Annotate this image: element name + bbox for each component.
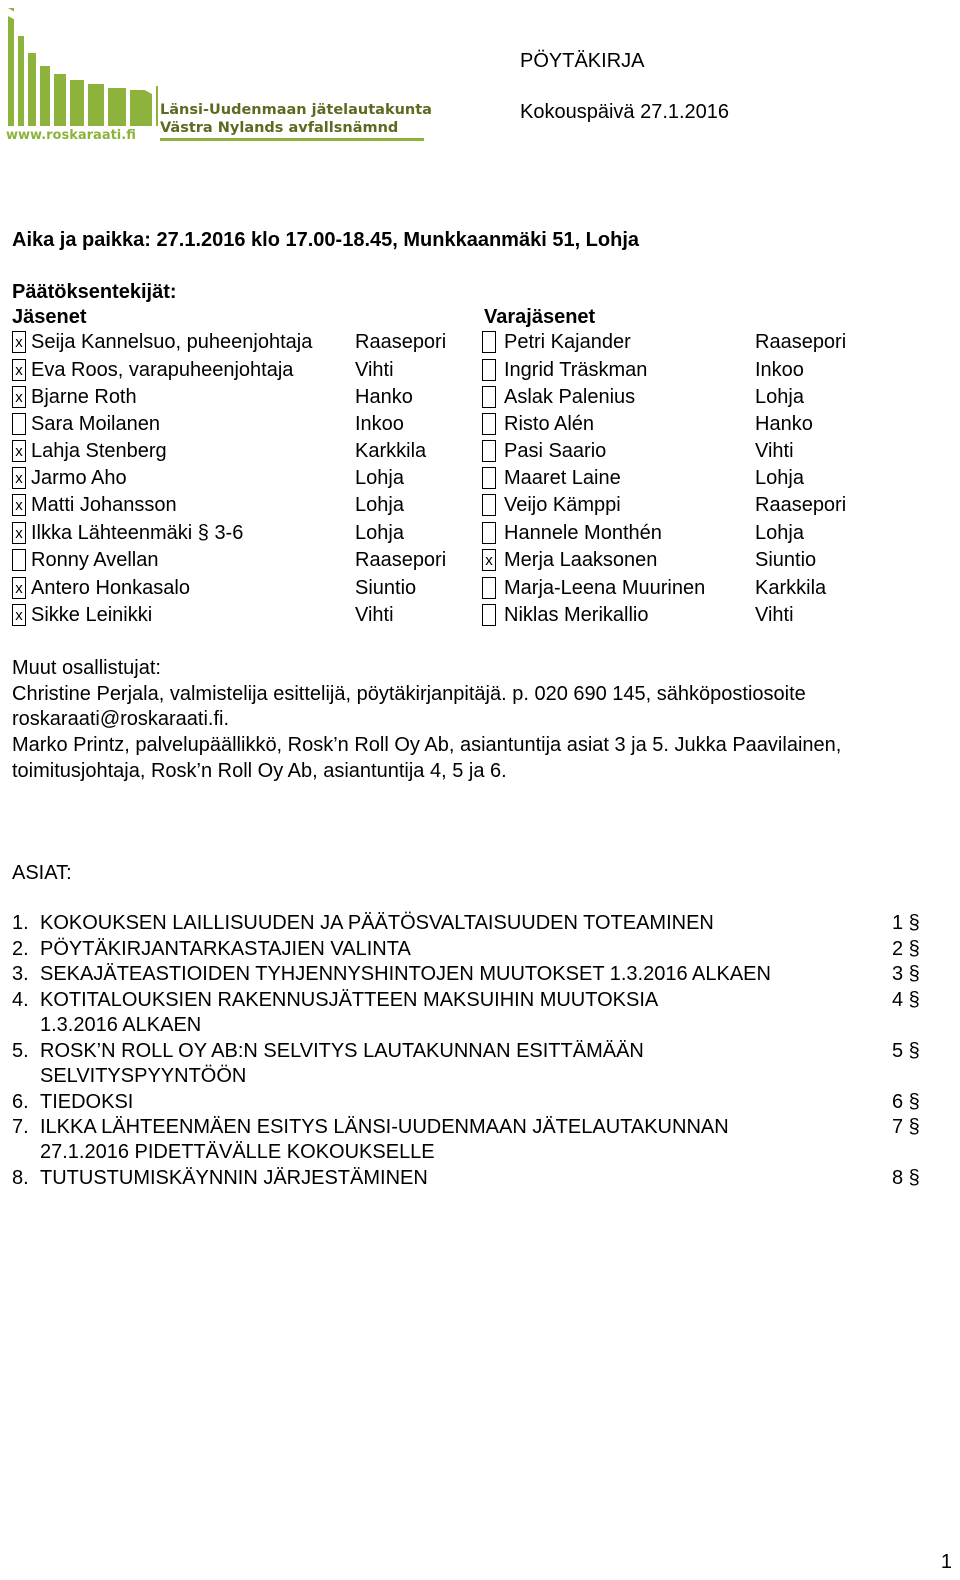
agenda-item — [12, 1039, 920, 1087]
agenda-item-title — [40, 1166, 860, 1191]
agenda-item — [12, 988, 920, 1036]
deputy-town: Hanko — [755, 413, 813, 435]
deputy-attendance-checkbox — [482, 522, 496, 544]
deputy-attendance-checkbox — [482, 604, 496, 626]
agenda-item — [12, 937, 920, 963]
agenda-item-section: 2 § — [892, 937, 920, 960]
member-attendance-checkbox: x — [12, 440, 26, 462]
agenda-item-section: 1 § — [892, 912, 920, 934]
agenda-item-title-line: 27.1.2016 PIDETTÄVÄLLE KOKOUKSELLE — [40, 1141, 435, 1163]
member-town: Raasepori — [355, 331, 447, 353]
agenda-item-title-line: ILKKA LÄHTEENMÄEN ESITYS LÄNSI-UUDENMAAN JÄTELAUTAKUNNAN — [40, 1116, 729, 1138]
agenda-item — [12, 962, 920, 988]
deputy-attendance-checkbox — [482, 359, 496, 381]
deputy-town: Karkkila — [755, 577, 827, 599]
member-attendance-checkbox: x — [12, 494, 26, 516]
agenda-item-section: 8 § — [892, 1167, 920, 1189]
deputy-attendance-checkbox — [482, 331, 496, 353]
deputy-name: Pasi Saario — [504, 440, 607, 462]
deputy-attendance-checkbox: x — [482, 549, 496, 571]
agenda-item-number: 3. — [12, 963, 29, 985]
member-town: Hanko — [355, 386, 413, 408]
deputy-town: Vihti — [755, 604, 794, 626]
logo-org-name-fi: Länsi-Uudenmaan jätelautakunta — [160, 102, 432, 118]
agenda-item-section: 7 § — [892, 1116, 920, 1138]
agenda-item-section: 6 § — [892, 1090, 920, 1113]
agenda-item — [12, 1166, 920, 1192]
agenda-item-number: 4. — [12, 988, 29, 1011]
member-name: Seija Kannelsuo, puheenjohtaja — [31, 331, 313, 353]
member-town: Lohja — [355, 494, 404, 516]
agenda-item — [12, 911, 920, 937]
page-number: 1 — [940, 1551, 952, 1573]
others-line: toimitusjohtaja, Rosk’n Roll Oy Ab, asiantuntija 4, 5 ja 6. — [12, 760, 507, 782]
agenda-heading: ASIAT: — [12, 862, 72, 884]
logo-url: www.roskaraati.fi — [6, 128, 136, 143]
member-name: Matti Johansson — [31, 494, 177, 516]
agenda-item-title — [40, 962, 860, 987]
member-town: Karkkila — [355, 440, 427, 462]
agenda-item-number: 8. — [12, 1167, 29, 1189]
org-logo — [6, 8, 432, 143]
logo-org-name-sv: Västra Nylands avfallsnämnd — [160, 120, 399, 136]
deputy-name: Niklas Merikallio — [504, 604, 649, 626]
agenda-item-title — [40, 1090, 860, 1115]
deputy-name: Risto Alén — [504, 413, 595, 435]
agenda-item-title-line: ROSK’N ROLL OY AB:N SELVITYS LAUTAKUNNAN ESITTÄMÄÄN — [40, 1039, 644, 1062]
deputy-town: Raasepori — [755, 494, 847, 516]
deputy-town: Vihti — [755, 440, 794, 462]
member-name: Sara Moilanen — [31, 413, 160, 435]
agenda-item-number: 2. — [12, 937, 29, 960]
agenda-item-title-line: KOKOUKSEN LAILLISUUDEN JA PÄÄTÖSVALTAISUUDEN TOTEAMINEN — [40, 912, 714, 934]
deputy-town: Lohja — [755, 467, 804, 489]
deputies-heading: Varajäsenet — [484, 306, 596, 328]
member-name: Sikke Leinikki — [31, 604, 153, 626]
deputy-name: Aslak Palenius — [504, 386, 636, 408]
agenda-item-title-line: SELVITYSPYYNTÖÖN — [40, 1064, 247, 1087]
deputy-name: Veijo Kämppi — [504, 494, 621, 516]
deputy-attendance-checkbox — [482, 413, 496, 435]
member-name: Antero Honkasalo — [31, 577, 190, 599]
agenda-item-title — [40, 1115, 860, 1165]
member-attendance-checkbox — [12, 549, 26, 571]
member-town: Vihti — [355, 359, 394, 381]
member-town: Siuntio — [355, 577, 417, 599]
agenda-item-title — [40, 988, 860, 1038]
meeting-date: Kokouspäivä 27.1.2016 — [520, 101, 730, 123]
deputy-attendance-checkbox — [482, 494, 496, 516]
agenda-item-title — [40, 1039, 860, 1089]
deputy-town: Lohja — [755, 386, 804, 408]
agenda-item-section: 5 § — [892, 1039, 920, 1062]
member-attendance-checkbox: x — [12, 331, 26, 353]
deputy-name: Maaret Laine — [504, 467, 621, 489]
member-attendance-checkbox: x — [12, 577, 26, 599]
member-attendance-checkbox: x — [12, 386, 26, 408]
member-name: Jarmo Aho — [31, 467, 127, 489]
agenda-item-title-line: SEKAJÄTEASTIOIDEN TYHJENNYSHINTOJEN MUUTOKSET 1.3.2016 ALKAEN — [40, 963, 771, 985]
members-heading: Jäsenet — [12, 306, 87, 328]
agenda-item-number: 5. — [12, 1039, 29, 1062]
decision-makers-label: Päätöksentekijät: — [12, 281, 177, 303]
member-name: Eva Roos, varapuheenjohtaja — [31, 359, 294, 381]
agenda-item-title-line: PÖYTÄKIRJANTARKASTAJIEN VALINTA — [40, 937, 411, 960]
member-attendance-checkbox: x — [12, 604, 26, 626]
member-name: Ronny Avellan — [31, 549, 159, 571]
deputy-town: Raasepori — [755, 331, 847, 353]
member-town: Vihti — [355, 604, 394, 626]
deputy-name: Marja-Leena Muurinen — [504, 577, 706, 599]
deputy-name: Hannele Monthén — [504, 522, 662, 544]
agenda-item-title-line: TIEDOKSI — [40, 1090, 134, 1113]
member-attendance-checkbox: x — [12, 359, 26, 381]
agenda-item-title-line: 1.3.2016 ALKAEN — [40, 1013, 202, 1036]
agenda-item-title — [40, 937, 860, 962]
others-line: roskaraati@roskaraati.fi. — [12, 708, 230, 730]
deputy-attendance-checkbox — [482, 577, 496, 599]
member-town: Inkoo — [355, 413, 404, 435]
member-town: Raasepori — [355, 549, 447, 571]
deputy-town: Lohja — [755, 522, 804, 544]
member-name: Ilkka Lähteenmäki § 3-6 — [31, 522, 244, 544]
time-and-place: Aika ja paikka: 27.1.2016 klo 17.00-18.45, Munkkaanmäki 51, Lohja — [12, 229, 640, 251]
deputy-attendance-checkbox — [482, 386, 496, 408]
agenda-item-number: 1. — [12, 912, 29, 934]
member-attendance-checkbox — [12, 413, 26, 435]
others-line: Christine Perjala, valmistelija esittelijä, pöytäkirjanpitäjä. p. 020 690 145, sähköpostiosoite — [12, 683, 806, 705]
deputy-name: Merja Laaksonen — [504, 549, 658, 571]
agenda-item-section: 4 § — [892, 988, 920, 1011]
deputy-town: Siuntio — [755, 549, 817, 571]
agenda-item-title-line: TUTUSTUMISKÄYNNIN JÄRJESTÄMINEN — [40, 1167, 428, 1189]
member-town: Lohja — [355, 522, 404, 544]
member-name: Bjarne Roth — [31, 386, 137, 408]
member-town: Lohja — [355, 467, 404, 489]
agenda-item — [12, 1115, 920, 1163]
document-type: PÖYTÄKIRJA — [520, 50, 645, 72]
deputy-attendance-checkbox — [482, 467, 496, 489]
deputy-attendance-checkbox — [482, 440, 496, 462]
agenda-item-title — [40, 911, 860, 936]
agenda-item-number: 6. — [12, 1090, 29, 1113]
deputy-name: Petri Kajander — [504, 331, 631, 353]
agenda-item-number: 7. — [12, 1116, 29, 1138]
agenda-item-section: 3 § — [892, 963, 920, 985]
member-name: Lahja Stenberg — [31, 440, 167, 462]
agenda-item-title-line: KOTITALOUKSIEN RAKENNUSJÄTTEEN MAKSUIHIN MUUTOKSIA — [40, 988, 659, 1011]
deputy-name: Ingrid Träskman — [504, 359, 648, 381]
others-line: Marko Printz, palvelupäällikkö, Rosk’n Roll Oy Ab, asiantuntija asiat 3 ja 5. Jukka Paavilainen, — [12, 734, 842, 756]
deputy-town: Inkoo — [755, 359, 804, 381]
member-attendance-checkbox: x — [12, 522, 26, 544]
agenda-item — [12, 1090, 920, 1116]
member-attendance-checkbox: x — [12, 467, 26, 489]
others-label: Muut osallistujat: — [12, 657, 161, 679]
